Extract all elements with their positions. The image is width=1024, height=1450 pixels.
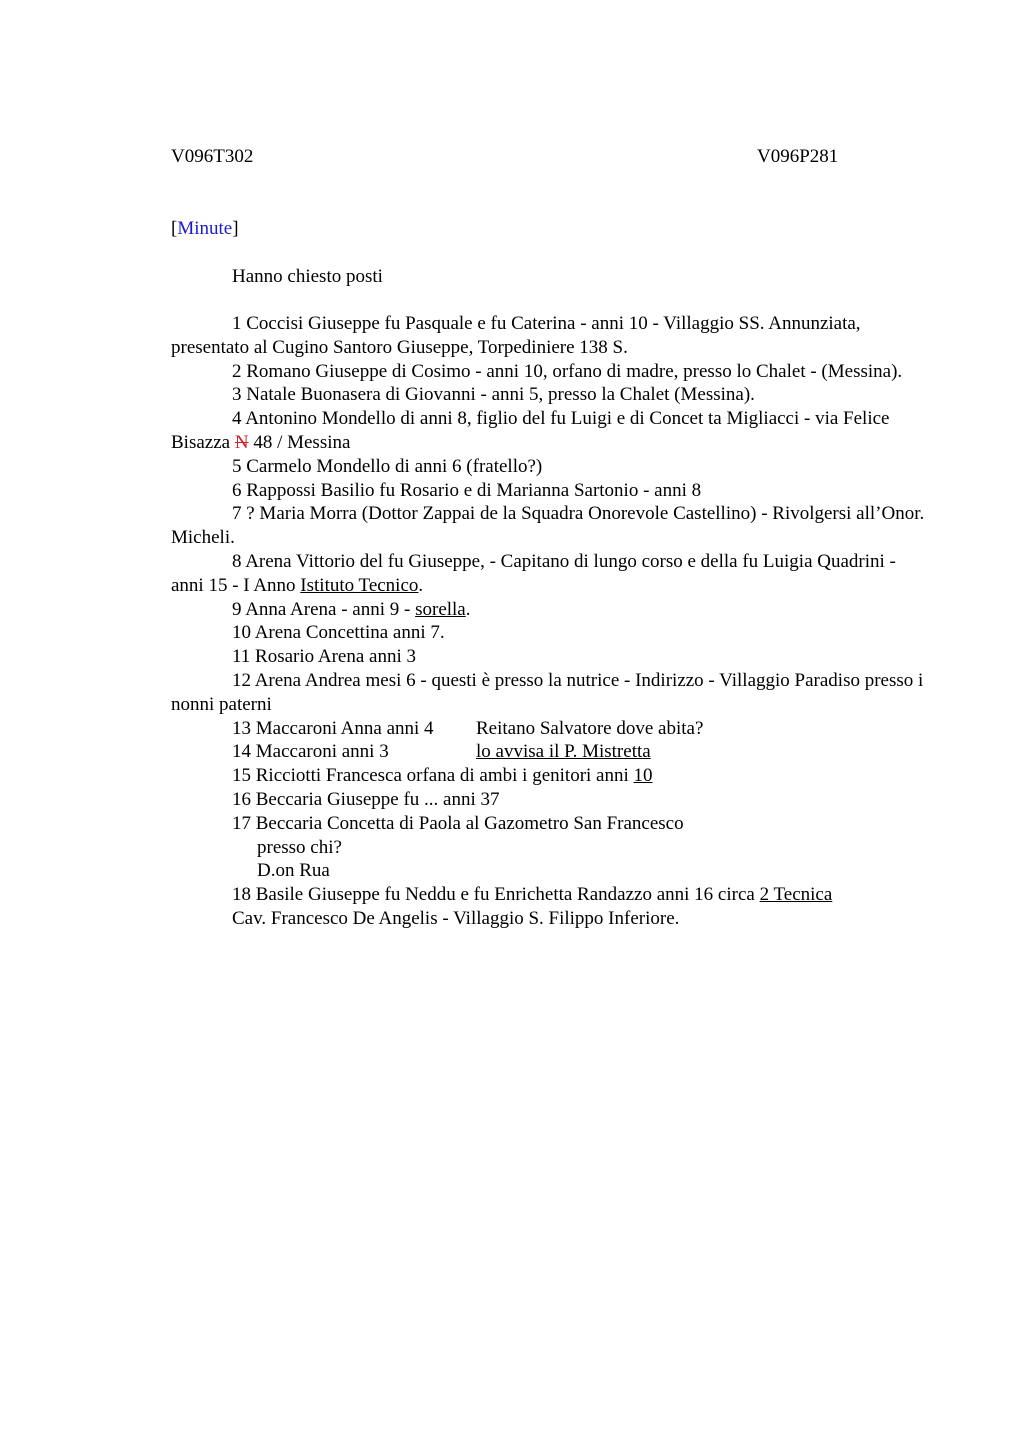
entry-9	[171, 598, 931, 622]
underlined-text: Istituto Tecnico	[300, 574, 419, 596]
entry-18	[171, 883, 931, 907]
entry-7: 7 ? Maria Morra (Dottor Zappai de la Squadra Onorevole Castellino) - Rivolgersi all’Onor. Micheli.	[171, 503, 925, 549]
struck-text: N	[234, 431, 249, 453]
entry-12: 12 Arena Andrea mesi 6 - questi è presso la nutrice - Indirizzo - Villaggio Paradiso presso i nonni paterni	[171, 669, 924, 715]
entry-9-tail: .	[465, 598, 471, 620]
underlined-text: 10	[633, 765, 653, 787]
entry-11: 11 Rosario Arena anni 3	[232, 646, 416, 668]
entry-8-tail: .	[418, 574, 424, 596]
minute-link[interactable]: Minute	[177, 218, 233, 239]
entry-5: 5 Carmelo Mondello di anni 6 (fratello?)	[232, 455, 543, 477]
list-heading: Hanno chiesto posti	[232, 266, 383, 287]
entry-4-text: 4 Antonino Mondello di anni 8, figlio del fu Luigi e di Concet ta Migliacci - via Felice Bisazza	[171, 408, 890, 453]
entry-list	[171, 312, 931, 931]
bracket-open: [	[171, 218, 178, 239]
entry-18-text: 18 Basile Giuseppe fu Neddu e fu Enrichetta Randazzo anni 16 circa	[232, 884, 760, 906]
entry-17-question: presso chi?	[257, 836, 342, 858]
entry-17-answer: D.on Rua	[257, 860, 330, 882]
entry-8-text: 8 Arena Vittorio del fu Giuseppe, - Capitano di lungo corso e della fu Luigia Quadrini - anni 15 - I Anno	[171, 550, 896, 596]
document-code-right: V096P281	[757, 146, 839, 167]
entry-4-tail: 48 / Messina	[248, 431, 351, 453]
entry-18-continuation: Cav. Francesco De Angelis - Villaggio S. Filippo Inferiore.	[232, 907, 680, 929]
underlined-text: 2 Tecnica	[759, 884, 833, 906]
margin-note: Reitano Salvatore dove abita?	[476, 717, 704, 739]
entry-13	[171, 717, 931, 741]
entry-6: 6 Rappossi Basilio fu Rosario e di Marianna Sartonio - anni 8	[232, 479, 702, 501]
entry-2: 2 Romano Giuseppe di Cosimo - anni 10, orfano di madre, presso lo Chalet - (Messina).	[232, 360, 903, 382]
entry-14	[171, 740, 931, 764]
margin-note: lo avvisa il P. Mistretta	[476, 741, 651, 763]
entry-13-text: 13 Maccaroni Anna anni 4	[232, 717, 434, 739]
entry-9-text: 9 Anna Arena - anni 9 -	[232, 598, 416, 620]
entry-15	[171, 764, 931, 788]
underlined-text: sorella	[415, 598, 466, 620]
entry-1: 1 Coccisi Giuseppe fu Pasquale e fu Caterina - anni 10 - Villaggio SS. Annunziata, presentato al Cugino Santoro Giuseppe, Torpediniere 138 S.	[171, 313, 861, 358]
entry-3: 3 Natale Buonasera di Giovanni - anni 5, presso la Chalet (Messina).	[232, 384, 755, 406]
entry-4	[171, 407, 931, 455]
entry-10: 10 Arena Concettina anni 7.	[232, 622, 445, 644]
entry-8	[171, 550, 931, 598]
document-code-left: V096T302	[171, 146, 254, 167]
entry-15-text: 15 Ricciotti Francesca orfana di ambi i genitori anni	[232, 765, 634, 787]
entry-14-text: 14 Maccaroni anni 3	[232, 741, 389, 763]
bracket-close: ]	[232, 218, 239, 239]
section-label	[171, 217, 239, 241]
entry-17: 17 Beccaria Concetta di Paola al Gazometro San Francesco	[232, 812, 684, 834]
entry-16: 16 Beccaria Giuseppe fu ... anni 37	[232, 788, 500, 810]
